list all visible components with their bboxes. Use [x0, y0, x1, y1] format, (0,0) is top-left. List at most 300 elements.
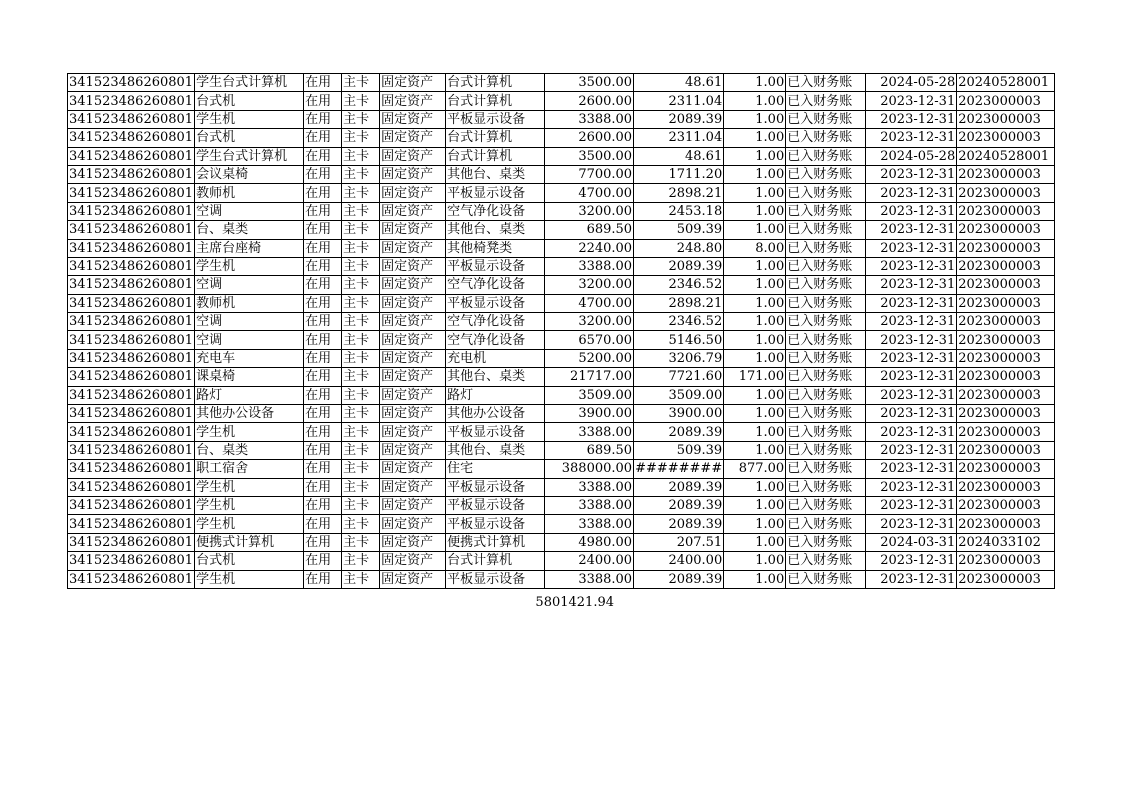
table-row: [68, 129, 1055, 147]
net-value-cell: 1711.20: [634, 165, 724, 183]
original-value-cell: 689.50: [545, 221, 634, 239]
voucher-cell: 2023000003: [957, 276, 1055, 294]
net-value-cell: 2089.39: [634, 110, 724, 128]
quantity-cell: 1.00: [724, 331, 786, 349]
table-row: [68, 441, 1055, 459]
status-cell: 在用: [304, 570, 342, 588]
date-cell: 2023-12-31: [866, 257, 957, 275]
table-row: [68, 496, 1055, 514]
date-cell: 2024-05-28: [866, 147, 957, 165]
category-cell: 其他台、桌类: [446, 368, 545, 386]
asset-name-cell: 职工宿舍: [195, 460, 304, 478]
asset-class-cell: 固定资产: [380, 147, 446, 165]
quantity-cell: 1.00: [724, 74, 786, 92]
card-type-cell: 主卡: [342, 515, 380, 533]
quantity-cell: 1.00: [724, 478, 786, 496]
accounting-status-cell: 已入财务账: [786, 74, 866, 92]
quantity-cell: 1.00: [724, 349, 786, 367]
voucher-cell: 2023000003: [957, 368, 1055, 386]
net-value-cell: 2346.52: [634, 313, 724, 331]
accounting-status-cell: 已入财务账: [786, 202, 866, 220]
voucher-cell: 2023000003: [957, 313, 1055, 331]
net-value-cell: 509.39: [634, 441, 724, 459]
asset-name-cell: 学生机: [195, 478, 304, 496]
asset-name-cell: 空调: [195, 202, 304, 220]
status-cell: 在用: [304, 478, 342, 496]
date-cell: 2023-12-31: [866, 386, 957, 404]
table-row: [68, 294, 1055, 312]
category-cell: 台式计算机: [446, 129, 545, 147]
date-cell: 2023-12-31: [866, 478, 957, 496]
original-value-cell: 3500.00: [545, 74, 634, 92]
table-row: [68, 257, 1055, 275]
table-row: [68, 276, 1055, 294]
card-type-cell: 主卡: [342, 533, 380, 551]
card-type-cell: 主卡: [342, 74, 380, 92]
card-type-cell: 主卡: [342, 405, 380, 423]
net-value-cell: 3206.79: [634, 349, 724, 367]
date-cell: 2023-12-31: [866, 221, 957, 239]
status-cell: 在用: [304, 441, 342, 459]
date-cell: 2023-12-31: [866, 349, 957, 367]
card-type-cell: 主卡: [342, 460, 380, 478]
net-value-cell: 2453.18: [634, 202, 724, 220]
table-row: [68, 349, 1055, 367]
quantity-cell: 1.00: [724, 110, 786, 128]
asset-class-cell: 固定资产: [380, 331, 446, 349]
asset-class-cell: 固定资产: [380, 496, 446, 514]
asset-name-cell: 空调: [195, 276, 304, 294]
original-value-cell: 3509.00: [545, 386, 634, 404]
net-value-cell: 2089.39: [634, 496, 724, 514]
asset-code-cell: 341523486260801: [69, 167, 194, 183]
net-value-cell: 3509.00: [634, 386, 724, 404]
asset-name-cell: 路灯: [195, 386, 304, 404]
date-cell: 2023-12-31: [866, 294, 957, 312]
net-value-cell: 48.61: [634, 74, 724, 92]
net-value-cell: 207.51: [634, 533, 724, 551]
accounting-status-cell: 已入财务账: [786, 460, 866, 478]
voucher-cell: 2023000003: [957, 423, 1055, 441]
asset-code-cell: 341523486260801: [69, 222, 194, 238]
card-type-cell: 主卡: [342, 110, 380, 128]
accounting-status-cell: 已入财务账: [786, 110, 866, 128]
voucher-cell: 20240528001: [957, 147, 1055, 165]
status-cell: 在用: [304, 533, 342, 551]
quantity-cell: 1.00: [724, 276, 786, 294]
status-cell: 在用: [304, 257, 342, 275]
asset-class-cell: 固定资产: [380, 533, 446, 551]
category-cell: 其他椅凳类: [446, 239, 545, 257]
asset-class-cell: 固定资产: [380, 405, 446, 423]
net-value-cell: 3900.00: [634, 405, 724, 423]
net-value-cell: 2089.39: [634, 515, 724, 533]
original-value-cell: 3200.00: [545, 276, 634, 294]
original-value-cell: 3388.00: [545, 496, 634, 514]
category-cell: 平板显示设备: [446, 478, 545, 496]
original-value-cell: 3388.00: [545, 423, 634, 441]
quantity-cell: 1.00: [724, 552, 786, 570]
voucher-cell: 2023000003: [957, 165, 1055, 183]
table-row: [68, 478, 1055, 496]
date-cell: 2023-12-31: [866, 92, 957, 110]
accounting-status-cell: 已入财务账: [786, 405, 866, 423]
card-type-cell: 主卡: [342, 441, 380, 459]
quantity-cell: 1.00: [724, 570, 786, 588]
asset-code-cell: 341523486260801: [69, 498, 194, 514]
asset-name-cell: 学生台式计算机: [195, 74, 304, 92]
asset-code-cell: 341523486260801: [69, 534, 194, 550]
accounting-status-cell: 已入财务账: [786, 221, 866, 239]
net-value-cell: 2089.39: [634, 478, 724, 496]
card-type-cell: 主卡: [342, 423, 380, 441]
status-cell: 在用: [304, 349, 342, 367]
date-cell: 2023-12-31: [866, 423, 957, 441]
accounting-status-cell: 已入财务账: [786, 515, 866, 533]
asset-class-cell: 固定资产: [380, 313, 446, 331]
net-value-cell: ########: [635, 461, 723, 477]
table-row: [68, 405, 1055, 423]
card-type-cell: 主卡: [342, 552, 380, 570]
date-cell: 2023-12-31: [866, 570, 957, 588]
status-cell: 在用: [304, 515, 342, 533]
accounting-status-cell: 已入财务账: [786, 129, 866, 147]
asset-name-cell: 台式机: [195, 129, 304, 147]
original-value-cell: 2600.00: [545, 129, 634, 147]
original-value-cell: 21717.00: [545, 368, 634, 386]
quantity-cell: 1.00: [724, 441, 786, 459]
table-row: [68, 460, 1055, 478]
status-cell: 在用: [304, 276, 342, 294]
quantity-cell: 1.00: [724, 184, 786, 202]
quantity-cell: 1.00: [724, 221, 786, 239]
category-cell: 平板显示设备: [446, 423, 545, 441]
table-row: [68, 515, 1055, 533]
date-cell: 2023-12-31: [866, 441, 957, 459]
original-value-cell: 388000.00: [545, 460, 634, 478]
net-value-cell: 2089.39: [634, 423, 724, 441]
category-cell: 充电机: [446, 349, 545, 367]
asset-name-cell: 台式机: [195, 92, 304, 110]
asset-name-cell: 学生机: [195, 257, 304, 275]
category-cell: 路灯: [446, 386, 545, 404]
asset-class-cell: 固定资产: [380, 221, 446, 239]
asset-class-cell: 固定资产: [380, 441, 446, 459]
voucher-cell: 2023000003: [957, 552, 1055, 570]
voucher-cell: 2023000003: [957, 294, 1055, 312]
table-row: [68, 239, 1055, 257]
asset-name-cell: 主席台座椅: [195, 239, 304, 257]
accounting-status-cell: 已入财务账: [786, 386, 866, 404]
accounting-status-cell: 已入财务账: [786, 184, 866, 202]
card-type-cell: 主卡: [342, 313, 380, 331]
card-type-cell: 主卡: [342, 147, 380, 165]
category-cell: 台式计算机: [446, 147, 545, 165]
category-cell: 便携式计算机: [446, 533, 545, 551]
category-cell: 平板显示设备: [446, 294, 545, 312]
original-value-cell: 689.50: [545, 441, 634, 459]
accounting-status-cell: 已入财务账: [786, 313, 866, 331]
voucher-cell: 20240528001: [957, 74, 1055, 92]
card-type-cell: 主卡: [342, 570, 380, 588]
asset-code-cell: 341523486260801: [69, 424, 194, 440]
quantity-cell: 1.00: [724, 496, 786, 514]
card-type-cell: 主卡: [342, 165, 380, 183]
asset-name-cell: 教师机: [195, 294, 304, 312]
status-cell: 在用: [304, 331, 342, 349]
status-cell: 在用: [304, 239, 342, 257]
original-value-cell: 2600.00: [545, 92, 634, 110]
category-cell: 平板显示设备: [446, 570, 545, 588]
original-value-cell: 2240.00: [545, 239, 634, 257]
net-value-cell: 2089.39: [634, 257, 724, 275]
status-cell: 在用: [304, 92, 342, 110]
accounting-status-cell: 已入财务账: [786, 349, 866, 367]
card-type-cell: 主卡: [342, 331, 380, 349]
card-type-cell: 主卡: [342, 386, 380, 404]
accounting-status-cell: 已入财务账: [786, 533, 866, 551]
asset-class-cell: 固定资产: [380, 570, 446, 588]
quantity-cell: 1.00: [724, 533, 786, 551]
voucher-cell: 2023000003: [957, 129, 1055, 147]
category-cell: 其他办公设备: [446, 405, 545, 423]
asset-code-cell: 341523486260801: [69, 277, 194, 293]
table-row: [68, 313, 1055, 331]
status-cell: 在用: [304, 496, 342, 514]
category-cell: 平板显示设备: [446, 515, 545, 533]
card-type-cell: 主卡: [342, 202, 380, 220]
asset-class-cell: 固定资产: [380, 257, 446, 275]
status-cell: 在用: [304, 221, 342, 239]
voucher-cell: 2023000003: [957, 570, 1055, 588]
quantity-cell: 171.00: [724, 368, 786, 386]
asset-code-cell: 341523486260801: [69, 571, 194, 587]
date-cell: 2023-12-31: [866, 184, 957, 202]
table-row: [68, 202, 1055, 220]
voucher-cell: 2023000003: [957, 349, 1055, 367]
status-cell: 在用: [304, 165, 342, 183]
asset-class-cell: 固定资产: [380, 460, 446, 478]
category-cell: 其他台、桌类: [446, 441, 545, 459]
original-value-cell: 3388.00: [545, 515, 634, 533]
date-cell: 2023-12-31: [866, 239, 957, 257]
voucher-cell: 2023000003: [957, 386, 1055, 404]
original-value-cell: 3900.00: [545, 405, 634, 423]
accounting-status-cell: 已入财务账: [786, 92, 866, 110]
asset-class-cell: 固定资产: [380, 239, 446, 257]
category-cell: 空气净化设备: [446, 331, 545, 349]
card-type-cell: 主卡: [342, 368, 380, 386]
asset-class-cell: 固定资产: [380, 202, 446, 220]
accounting-status-cell: 已入财务账: [786, 368, 866, 386]
category-cell: 其他台、桌类: [446, 165, 545, 183]
voucher-cell: 2024033102: [957, 533, 1055, 551]
date-cell: 2023-12-31: [866, 405, 957, 423]
table-row: [68, 368, 1055, 386]
accounting-status-cell: 已入财务账: [786, 257, 866, 275]
quantity-cell: 8.00: [724, 239, 786, 257]
accounting-status-cell: 已入财务账: [786, 552, 866, 570]
asset-name-cell: 学生机: [195, 423, 304, 441]
status-cell: 在用: [304, 423, 342, 441]
original-value-cell: 6570.00: [545, 331, 634, 349]
category-cell: 其他台、桌类: [446, 221, 545, 239]
category-cell: 平板显示设备: [446, 496, 545, 514]
quantity-cell: 1.00: [724, 92, 786, 110]
asset-name-cell: 空调: [195, 313, 304, 331]
card-type-cell: 主卡: [342, 496, 380, 514]
asset-name-cell: 学生机: [195, 570, 304, 588]
accounting-status-cell: 已入财务账: [786, 294, 866, 312]
asset-name-cell: 会议桌椅: [195, 165, 304, 183]
quantity-cell: 1.00: [724, 202, 786, 220]
asset-name-cell: 学生机: [195, 110, 304, 128]
asset-class-cell: 固定资产: [380, 515, 446, 533]
card-type-cell: 主卡: [342, 294, 380, 312]
table-row: [68, 552, 1055, 570]
date-cell: 2023-12-31: [866, 276, 957, 294]
status-cell: 在用: [304, 110, 342, 128]
card-type-cell: 主卡: [342, 129, 380, 147]
asset-code-cell: 341523486260801: [69, 479, 194, 495]
status-cell: 在用: [304, 294, 342, 312]
asset-name-cell: 便携式计算机: [195, 533, 304, 551]
date-cell: 2023-12-31: [866, 368, 957, 386]
voucher-cell: 2023000003: [957, 478, 1055, 496]
quantity-cell: 877.00: [724, 460, 786, 478]
original-value-cell: 3388.00: [545, 110, 634, 128]
asset-class-cell: 固定资产: [380, 552, 446, 570]
asset-code-cell: 341523486260801: [69, 93, 194, 109]
category-cell: 空气净化设备: [446, 276, 545, 294]
asset-name-cell: 台、桌类: [195, 441, 304, 459]
status-cell: 在用: [304, 202, 342, 220]
accounting-status-cell: 已入财务账: [786, 478, 866, 496]
asset-code-cell: 341523486260801: [69, 387, 194, 403]
voucher-cell: 2023000003: [957, 496, 1055, 514]
net-value-cell: 2898.21: [634, 184, 724, 202]
original-value-cell: 4980.00: [545, 533, 634, 551]
net-value-cell: 248.80: [634, 239, 724, 257]
accounting-status-cell: 已入财务账: [786, 441, 866, 459]
asset-code-cell: 341523486260801: [69, 553, 194, 569]
original-value-cell: 3388.00: [545, 570, 634, 588]
net-value-cell: 2089.39: [634, 570, 724, 588]
asset-class-cell: 固定资产: [380, 386, 446, 404]
table-row: [68, 74, 1055, 92]
asset-code-cell: 341523486260801: [69, 295, 194, 311]
net-value-cell: 2311.04: [634, 129, 724, 147]
status-cell: 在用: [304, 552, 342, 570]
original-value-cell: 3200.00: [545, 313, 634, 331]
date-cell: 2023-12-31: [866, 460, 957, 478]
quantity-cell: 1.00: [724, 405, 786, 423]
asset-class-cell: 固定资产: [380, 129, 446, 147]
asset-code-cell: 341523486260801: [69, 406, 194, 422]
accounting-status-cell: 已入财务账: [786, 276, 866, 294]
net-value-cell: 2898.21: [634, 294, 724, 312]
quantity-cell: 1.00: [724, 165, 786, 183]
asset-code-cell: 341523486260801: [69, 111, 194, 127]
date-cell: 2023-12-31: [866, 110, 957, 128]
net-value-cell: 2346.52: [634, 276, 724, 294]
category-cell: 住宅: [446, 460, 545, 478]
asset-code-cell: 341523486260801: [69, 75, 194, 91]
category-cell: 空气净化设备: [446, 313, 545, 331]
total-value: 5801421.94: [535, 595, 614, 610]
card-type-cell: 主卡: [342, 276, 380, 294]
asset-code-cell: 341523486260801: [69, 148, 194, 164]
original-value-cell: 3500.00: [545, 147, 634, 165]
accounting-status-cell: 已入财务账: [786, 165, 866, 183]
voucher-cell: 2023000003: [957, 515, 1055, 533]
date-cell: 2023-12-31: [866, 331, 957, 349]
asset-code-cell: 341523486260801: [69, 314, 194, 330]
asset-code-cell: 341523486260801: [69, 332, 194, 348]
original-value-cell: 2400.00: [545, 552, 634, 570]
asset-name-cell: 学生机: [195, 515, 304, 533]
asset-class-cell: 固定资产: [380, 110, 446, 128]
table-row: [68, 184, 1055, 202]
category-cell: 平板显示设备: [446, 184, 545, 202]
table-row: [68, 331, 1055, 349]
original-value-cell: 3200.00: [545, 202, 634, 220]
voucher-cell: 2023000003: [957, 239, 1055, 257]
table-row: [68, 533, 1055, 551]
table-row: [68, 110, 1055, 128]
original-value-cell: 5200.00: [545, 349, 634, 367]
voucher-cell: 2023000003: [957, 331, 1055, 349]
date-cell: 2023-12-31: [866, 129, 957, 147]
asset-class-cell: 固定资产: [380, 165, 446, 183]
date-cell: 2023-12-31: [866, 165, 957, 183]
asset-code-cell: 341523486260801: [69, 259, 194, 275]
card-type-cell: 主卡: [342, 184, 380, 202]
net-value-cell: 509.39: [634, 221, 724, 239]
accounting-status-cell: 已入财务账: [786, 496, 866, 514]
category-cell: 台式计算机: [446, 552, 545, 570]
status-cell: 在用: [304, 313, 342, 331]
table-row: [68, 423, 1055, 441]
card-type-cell: 主卡: [342, 239, 380, 257]
asset-table: [67, 73, 1055, 589]
net-value-cell: 7721.60: [634, 368, 724, 386]
asset-class-cell: 固定资产: [380, 74, 446, 92]
category-cell: 台式计算机: [446, 92, 545, 110]
asset-code-cell: 341523486260801: [69, 516, 194, 532]
table-row: [68, 386, 1055, 404]
original-value-cell: 4700.00: [545, 184, 634, 202]
card-type-cell: 主卡: [342, 221, 380, 239]
voucher-cell: 2023000003: [957, 92, 1055, 110]
quantity-cell: 1.00: [724, 129, 786, 147]
quantity-cell: 1.00: [724, 423, 786, 441]
asset-class-cell: 固定资产: [380, 349, 446, 367]
asset-name-cell: 学生机: [195, 496, 304, 514]
voucher-cell: 2023000003: [957, 441, 1055, 459]
asset-code-cell: 341523486260801: [69, 351, 194, 367]
status-cell: 在用: [304, 405, 342, 423]
asset-class-cell: 固定资产: [380, 294, 446, 312]
asset-code-cell: 341523486260801: [69, 130, 194, 146]
table-row: [68, 92, 1055, 110]
asset-name-cell: 台式机: [195, 552, 304, 570]
status-cell: 在用: [304, 147, 342, 165]
voucher-cell: 2023000003: [957, 460, 1055, 478]
status-cell: 在用: [304, 460, 342, 478]
table-row: [68, 165, 1055, 183]
net-value-cell: 5146.50: [634, 331, 724, 349]
